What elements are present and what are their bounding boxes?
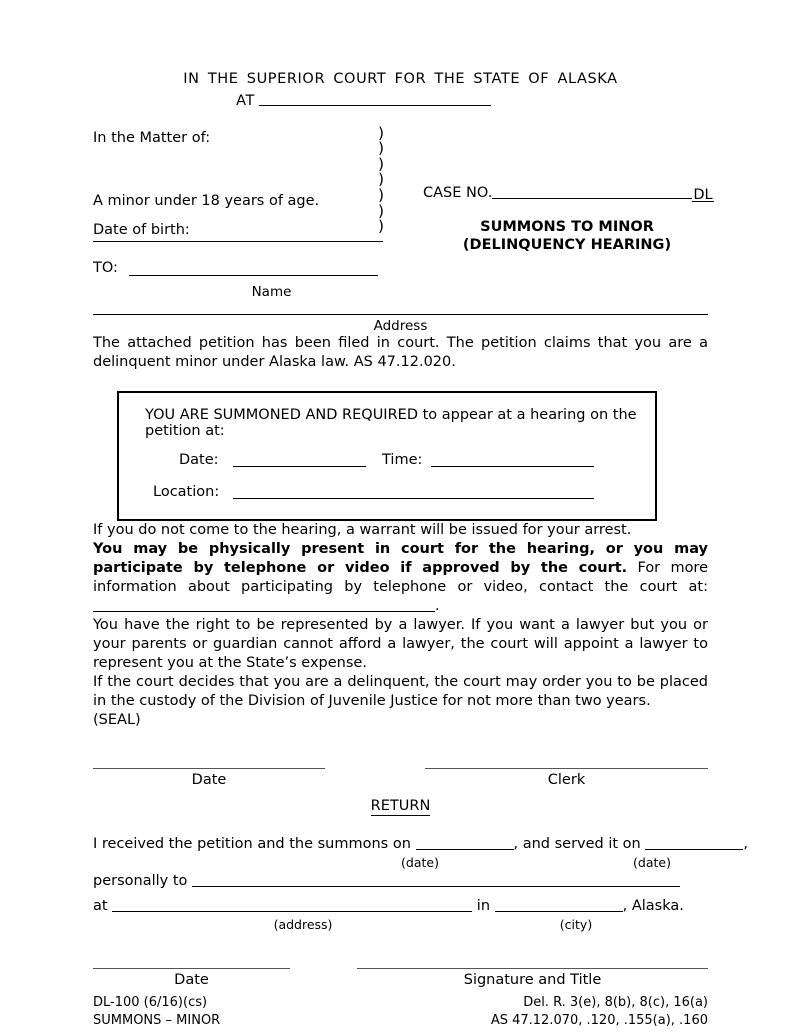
court-contact-blank[interactable]	[93, 598, 435, 612]
custody-paragraph: If the court decides that you are a delinquent, the court may order you to be placed in the custody of the Division of Juvenile Justice for not more than two years.	[93, 673, 708, 709]
summons-box-heading: YOU ARE SUMMONED AND REQUIRED to appear at a hearing on the petition at:	[145, 406, 637, 439]
seal-label: (SEAL)	[93, 711, 141, 728]
at-label: AT	[236, 92, 255, 109]
warrant-paragraph: If you do not come to the hearing, a warrant will be issued for your arrest.	[93, 521, 632, 538]
clerk-date-blank[interactable]	[93, 768, 325, 769]
return-received-date-input[interactable]	[416, 836, 514, 850]
in-the-matter-of-label: In the Matter of:	[93, 129, 211, 146]
caption-paren-column	[378, 123, 385, 236]
address-blank[interactable]	[93, 314, 708, 315]
paren-2: )	[378, 139, 385, 158]
return-alaska-label: , Alaska.	[622, 897, 684, 914]
telephone-rest-text: For more information about participating by telephone or video, contact the court at:	[93, 559, 708, 595]
footer-row-1	[93, 994, 708, 1012]
return-personally-to-line	[93, 873, 708, 892]
return-heading-text: RETURN	[370, 797, 431, 814]
paren-3: )	[378, 154, 385, 173]
summons-location-label: Location:	[153, 483, 220, 500]
footer-row-2	[93, 1012, 708, 1030]
case-number-row	[423, 184, 713, 204]
court-location-row	[93, 92, 708, 109]
summons-date-input[interactable]	[233, 466, 366, 467]
paren-1: )	[378, 123, 385, 142]
summons-date-time-row	[119, 452, 655, 471]
paren-6: )	[378, 201, 385, 220]
court-location-blank[interactable]	[259, 92, 491, 106]
telephone-bold-text: You may be physically present in court for the hearing, or you may participate by telephone or video if approved by the court.	[93, 540, 708, 576]
clerk-label: Clerk	[547, 771, 586, 788]
return-date-caption-1: (date)	[401, 854, 439, 870]
return-city-input[interactable]	[495, 898, 623, 912]
summons-date-label: Date:	[179, 451, 219, 468]
document-title-line2: (DELINQUENCY HEARING)	[462, 236, 672, 253]
summons-time-label: Time:	[382, 451, 423, 468]
return-heading	[93, 798, 708, 814]
signature-block-clerk	[93, 752, 708, 792]
return-personally-to-label: personally to	[93, 872, 188, 889]
form-number: DL-100 (6/16)(cs)	[93, 994, 208, 1010]
return-personally-to-input[interactable]	[192, 873, 680, 887]
caption-right-column	[423, 184, 713, 254]
caption-block	[93, 123, 713, 253]
minor-age-label: A minor under 18 years of age.	[93, 192, 320, 209]
to-name-blank[interactable]	[129, 275, 378, 276]
server-signature-blank[interactable]	[357, 968, 708, 969]
statute-citation: AS 47.12.070, .120, .155(a), .160	[490, 1012, 708, 1028]
document-title	[423, 218, 711, 254]
telephone-period: .	[435, 597, 440, 614]
name-caption: Name	[251, 283, 292, 300]
lawyer-rights-paragraph: You have the right to be represented by a lawyer. If you want a lawyer but you or your parents or guardian cannot afford a lawyer, the court will appoint a lawyer to represent you at the State’s expense.	[93, 616, 708, 671]
court-heading: IN THE SUPERIOR COURT FOR THE STATE OF ALASKA	[183, 71, 618, 87]
to-label: TO:	[93, 259, 118, 276]
return-location-captions	[93, 917, 708, 932]
case-number-input[interactable]	[492, 184, 692, 199]
caption-spacer-1	[93, 149, 383, 170]
case-number-suffix: DL	[693, 186, 713, 203]
to-row	[93, 260, 708, 280]
caption-spacer-3	[93, 212, 383, 220]
telephone-paragraph	[93, 540, 708, 616]
summons-details-box	[117, 391, 657, 521]
form-name: SUMMONS – MINOR	[93, 1012, 221, 1028]
date-of-birth-row[interactable]	[93, 217, 385, 242]
document-title-line1: SUMMONS TO MINOR	[480, 218, 654, 235]
server-date-blank[interactable]	[93, 968, 290, 969]
return-at-label: at	[93, 897, 108, 914]
paren-5: )	[378, 185, 385, 204]
case-number-label: CASE NO.	[423, 184, 493, 201]
address-caption: Address	[373, 317, 428, 334]
return-received-line	[93, 835, 748, 855]
return-date-caption-2: (date)	[633, 854, 671, 870]
summons-location-row	[119, 484, 655, 503]
clerk-signature-blank[interactable]	[425, 768, 708, 769]
caption-spacer-2	[93, 170, 383, 191]
return-received-text-2: , and served it on	[513, 835, 641, 852]
return-address-caption: (address)	[273, 916, 333, 932]
return-address-input[interactable]	[112, 898, 472, 912]
attached-petition-paragraph: The attached petition has been filed in court. The petition claims that you are a delinquent minor under Alaska law. AS 47.12.020.	[93, 334, 708, 370]
return-at-line	[93, 898, 708, 917]
caption-left-column	[93, 123, 385, 242]
summons-time-input[interactable]	[431, 466, 594, 467]
return-date-captions	[93, 855, 708, 870]
document-footer	[93, 994, 708, 1030]
return-body	[93, 835, 748, 932]
return-served-date-input[interactable]	[645, 836, 743, 850]
document-content	[93, 0, 748, 1030]
server-signature-label: Signature and Title	[463, 971, 602, 988]
signature-block-server	[93, 954, 708, 992]
date-of-birth-label: Date of birth:	[93, 221, 190, 238]
return-received-text-1: I received the petition and the summons on	[93, 835, 411, 852]
clerk-date-label: Date	[191, 771, 227, 788]
return-received-text-3: ,	[743, 835, 748, 852]
summons-location-input[interactable]	[233, 498, 594, 499]
server-date-label: Date	[174, 971, 209, 988]
rule-citation: Del. R. 3(e), 8(b), 8(c), 16(a)	[523, 994, 708, 1010]
return-city-caption: (city)	[559, 916, 593, 932]
paren-4: )	[378, 170, 385, 189]
return-in-label: in	[476, 897, 491, 914]
paren-7: )	[378, 217, 385, 236]
